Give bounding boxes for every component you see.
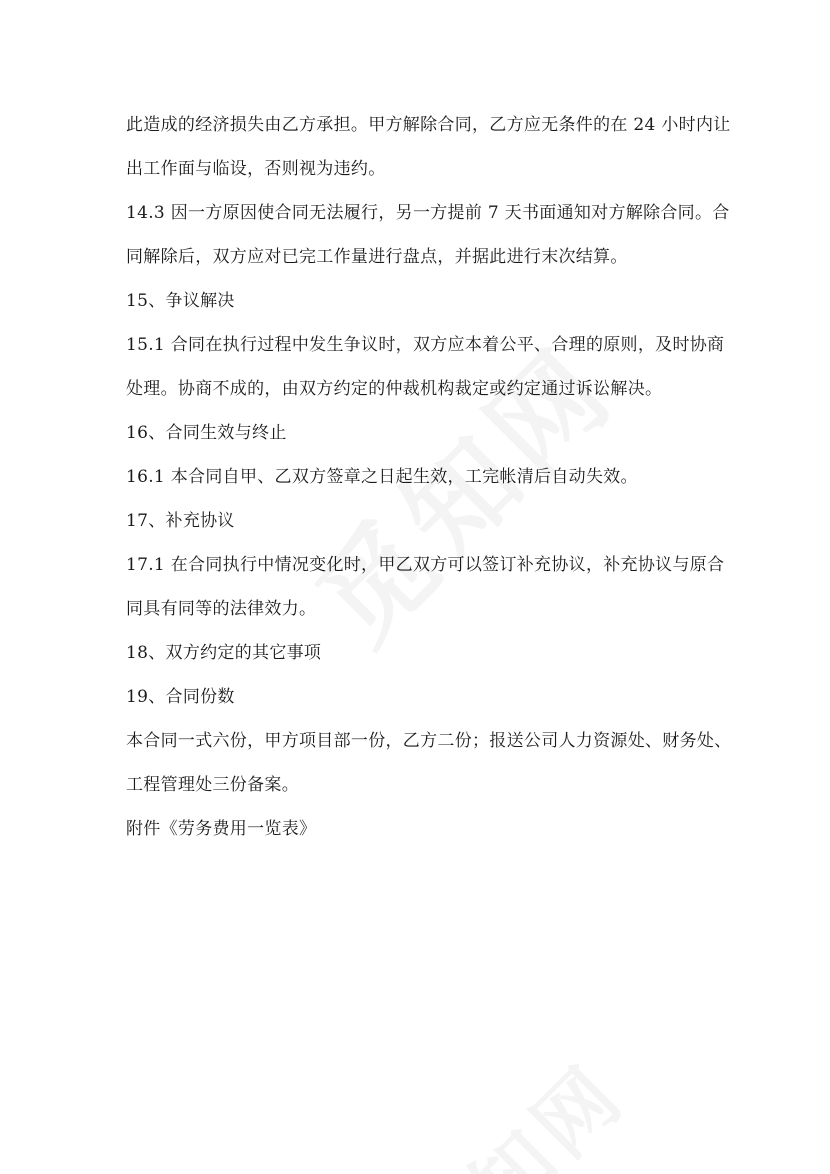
paragraph-line: 处理。协商不成的，由双方约定的仲裁机构裁定或约定通过诉讼解决。 (126, 379, 663, 399)
paragraph-line: 本合同一式六份，甲方项目部一份，乙方二份；报送公司人力资源处、财务处、 (126, 731, 732, 751)
section-heading: 15、争议解决 (126, 291, 235, 311)
attachment-line: 附件《劳务费用一览表》 (126, 819, 317, 839)
paragraph-line: 14.3 因一方原因使合同无法履行，另一方提前 7 天书面通知对方解除合同。合 (126, 203, 730, 223)
paragraph-line: 15.1 合同在执行过程中发生争议时，双方应本着公平、合理的原则，及时协商 (126, 335, 725, 355)
paragraph-line: 出工作面与临设，否则视为违约。 (126, 159, 386, 179)
paragraph-line: 16.1 本合同自甲、乙双方签章之日起生效，工完帐清后自动失效。 (126, 467, 638, 487)
paragraph-line: 同具有同等的法律效力。 (126, 599, 317, 619)
paragraph-line: 此造成的经济损失由乙方承担。甲方解除合同，乙方应无条件的在 24 小时内让 (126, 115, 731, 135)
section-heading: 18、双方约定的其它事项 (126, 643, 322, 663)
paragraph-line: 工程管理处三份备案。 (126, 775, 299, 795)
watermark (277, 306, 643, 672)
section-heading: 17、补充协议 (126, 511, 235, 531)
paragraph-line: 17.1 在合同执行中情况变化时，甲乙双方可以签订补充协议，补充协议与原合 (126, 555, 725, 575)
section-heading: 16、合同生效与终止 (126, 423, 287, 443)
paragraph-line: 同解除后，双方应对已完工作量进行盘点，并据此进行末次结算。 (126, 247, 628, 267)
watermark-bottom (378, 1034, 646, 1174)
section-heading: 19、合同份数 (126, 687, 235, 707)
